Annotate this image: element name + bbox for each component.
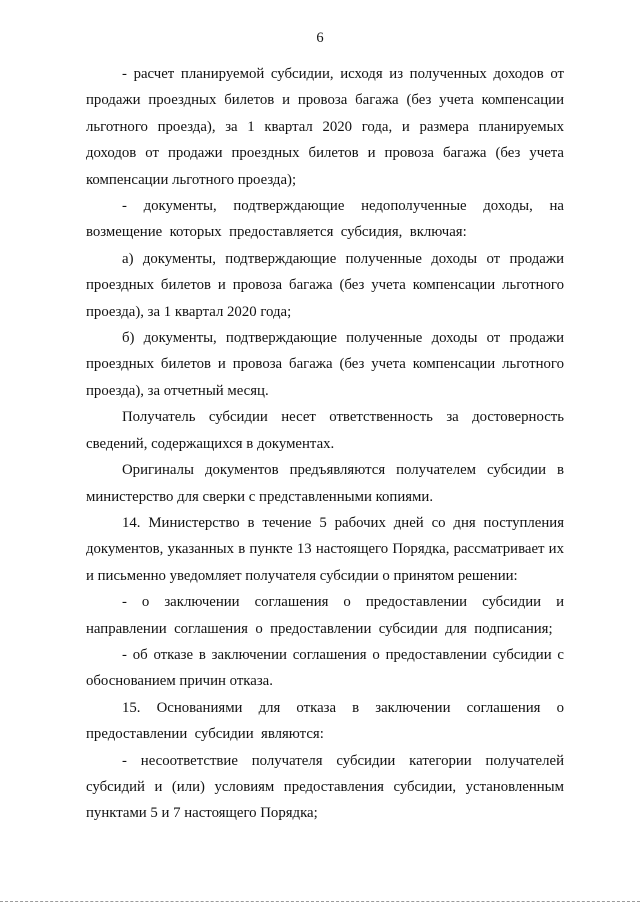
paragraph-refusal: - об отказе в заключении соглашения о предоставлении субсидии с обоснованием причин отказа. bbox=[86, 646, 564, 690]
paragraph-originals: Оригиналы документов предъявляются получателем субсидии в министерство для сверки с представленными копиями. bbox=[86, 462, 564, 505]
paragraph-nonconformity: - несоответствие получателя субсидии категории получателей субсидий и (или) условиям предоставления субсидии, установленным пунктами 5 и 7 настоящего Порядка; bbox=[86, 752, 564, 822]
paragraph-subsidy-calculation: - расчет планируемой субсидии, исходя из полученных доходов от продажи проездных билетов и провоза багажа (без учета компенсации льготного проезда), за 1 квартал 2020 года, и размера планируемых доходов от продажи проездных билетов и провоза багажа (без учета компенсации льготного проезда); bbox=[86, 66, 564, 188]
paragraph-clause-14: 14. Министерство в течение 5 рабочих дней со дня поступления документов, указанных в пункте 13 настоящего Порядка, рассматривает их и письменно уведомляет получателя субсидии о принятом решении: bbox=[86, 514, 564, 584]
paragraph-clause-15: 15. Основаниями для отказа в заключении соглашения о предоставлении субсидии являются: bbox=[86, 699, 564, 743]
paragraph-agreement-conclusion: - о заключении соглашения о предоставлении субсидии и направлении соглашения о предоставлении субсидии для подписания; bbox=[86, 594, 564, 637]
paragraph-documents-list: - документы, подтверждающие недополученные доходы, на возмещение которых предоставляется субсидия, включая: bbox=[86, 198, 564, 241]
paragraph-responsibility: Получатель субсидии несет ответственность за достоверность сведений, содержащихся в документах. bbox=[86, 409, 564, 452]
document-body bbox=[86, 61, 564, 827]
paragraph-item-a: а) документы, подтверждающие полученные доходы от продажи проездных билетов и провоза багажа (без учета компенсации льготного проезда), за 1 квартал 2020 года; bbox=[86, 250, 564, 320]
bottom-scan-edge bbox=[0, 901, 640, 903]
paragraph-item-b: б) документы, подтверждающие полученные доходы от продажи проездных билетов и провоза багажа (без учета компенсации льготного проезда), за отчетный месяц. bbox=[86, 330, 564, 399]
page-number: 6 bbox=[316, 30, 324, 46]
